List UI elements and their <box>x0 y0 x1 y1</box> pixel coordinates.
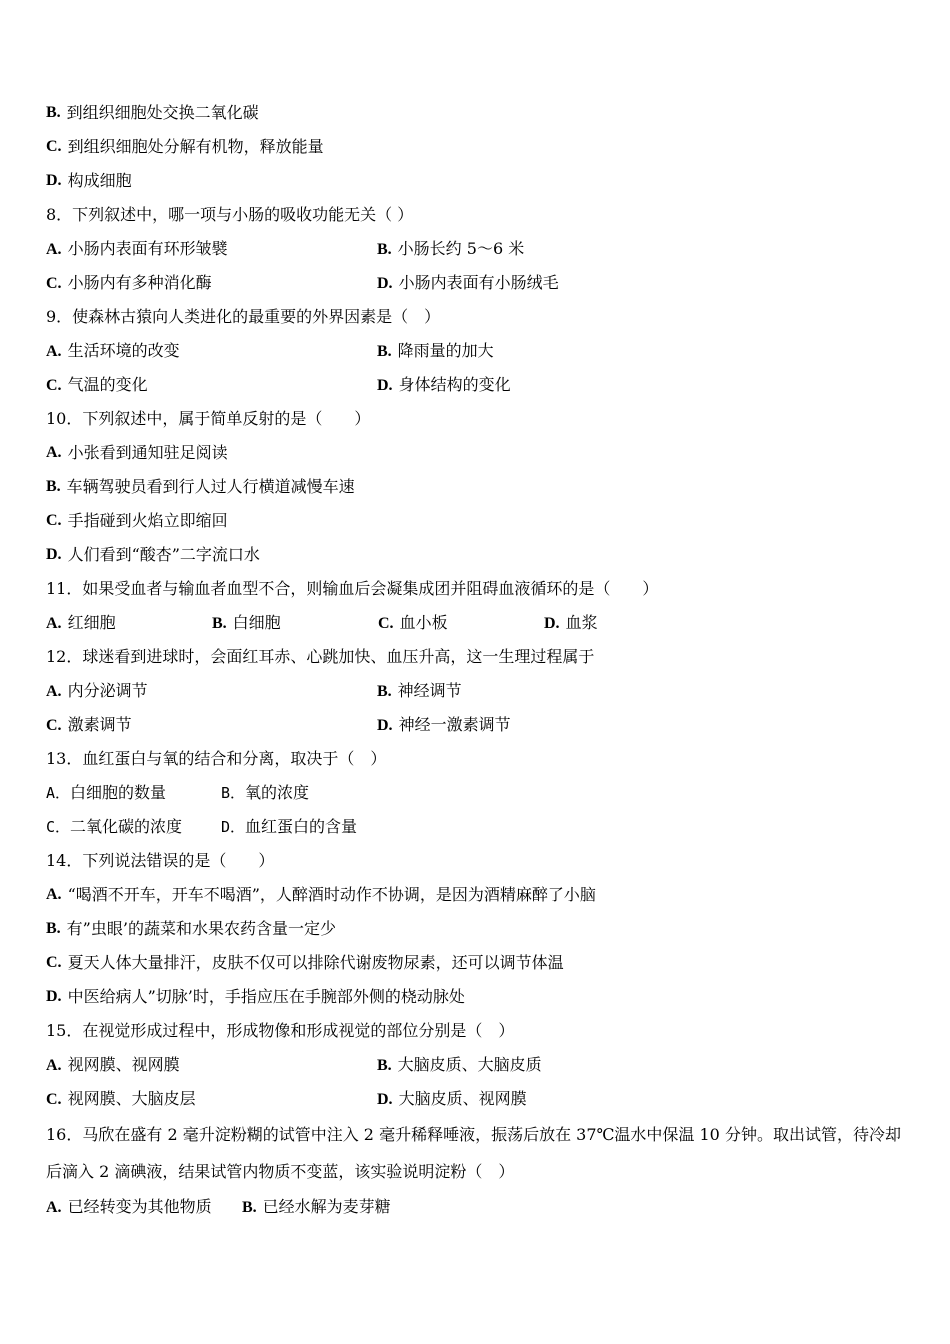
answer-option <box>46 912 916 946</box>
option-letter: D. <box>377 377 393 394</box>
option-letter: A. <box>46 886 62 903</box>
option-text: 降雨量的加大 <box>397 341 494 360</box>
option-letter: A. <box>46 444 62 461</box>
answer-option <box>46 470 916 504</box>
answer-option <box>46 504 916 538</box>
option-text: 构成细胞 <box>67 171 132 190</box>
option-letter: B. <box>46 104 61 121</box>
answer-option <box>377 368 708 402</box>
option-text: 已经水解为麦芽糖 <box>262 1197 391 1216</box>
answer-option <box>377 708 708 742</box>
option-row <box>46 776 916 810</box>
answer-option <box>46 946 916 980</box>
option-letter: B. <box>242 1199 257 1216</box>
option-letter: B. <box>377 343 392 360</box>
answer-option <box>46 776 221 810</box>
answer-option <box>377 266 708 300</box>
answer-option <box>46 334 377 368</box>
option-row <box>46 1082 916 1116</box>
option-letter: B. <box>212 615 227 632</box>
option-letter: C. <box>46 275 62 292</box>
option-row <box>46 266 916 300</box>
option-letter: A． <box>46 784 71 802</box>
question-text: 16．马欣在盛有 2 毫升淀粉糊的试管中注入 2 毫升稀释唾液，振荡后放在 37℃温水中保温 10 分钟。取出试管，待冷却 <box>46 1125 901 1144</box>
option-text: 内分泌调节 <box>67 681 148 700</box>
option-text: 到组织细胞处分解有机物，释放能量 <box>67 137 324 156</box>
question-text: 后滴入 2 滴碘液，结果试管内物质不变蓝，该实验说明淀粉（ ） <box>46 1162 515 1181</box>
answer-option <box>46 980 916 1014</box>
option-letter: A. <box>46 615 62 632</box>
answer-option <box>377 1082 708 1116</box>
option-letter: C. <box>378 615 394 632</box>
answer-option <box>378 606 544 640</box>
option-letter: C. <box>46 717 62 734</box>
option-text: 有”虫眼’的蔬菜和水果农药含量一定少 <box>66 919 336 938</box>
answer-option <box>377 1048 708 1082</box>
option-letter: D. <box>544 615 560 632</box>
option-text: 白细胞 <box>232 613 281 632</box>
option-letter: B． <box>221 784 246 802</box>
option-letter: B. <box>46 920 61 937</box>
option-letter: C. <box>46 1091 62 1108</box>
option-letter: B. <box>377 1057 392 1074</box>
option-letter: C． <box>46 818 71 836</box>
question-text: 14．下列说法错误的是（ ） <box>46 851 275 870</box>
answer-option <box>46 1048 377 1082</box>
answer-option <box>212 606 378 640</box>
option-letter: B. <box>46 478 61 495</box>
option-text: 小肠内表面有小肠绒毛 <box>398 273 559 292</box>
option-text: 到组织细胞处交换二氧化碳 <box>66 103 259 122</box>
answer-option <box>46 96 916 130</box>
answer-option <box>46 708 377 742</box>
option-text: 夏天人体大量排汗，皮肤不仅可以排除代谢废物尿素，还可以调节体温 <box>67 953 564 972</box>
option-text: 小肠长约 5～6 米 <box>397 239 525 258</box>
option-letter: D. <box>377 275 393 292</box>
option-text: 视网膜、大脑皮层 <box>67 1089 196 1108</box>
answer-option <box>46 606 212 640</box>
option-text: 氧的浓度 <box>245 783 310 802</box>
option-text: 大脑皮质、大脑皮质 <box>397 1055 542 1074</box>
option-letter: B. <box>377 241 392 258</box>
question-text: 13．血红蛋白与氧的结合和分离，取决于（ ） <box>46 749 387 768</box>
option-text: 血红蛋白的含量 <box>245 817 358 836</box>
option-row <box>46 1048 916 1082</box>
answer-option <box>46 368 377 402</box>
option-text: 血小板 <box>399 613 448 632</box>
option-text: 生活环境的改变 <box>67 341 180 360</box>
option-letter: D. <box>46 988 62 1005</box>
option-text: 激素调节 <box>67 715 132 734</box>
option-text: 大脑皮质、视网膜 <box>398 1089 527 1108</box>
answer-option <box>46 436 916 470</box>
answer-option <box>377 334 708 368</box>
question-text: 12．球迷看到进球时，会面红耳赤、心跳加快、血压升高，这一生理过程属于 <box>46 647 595 666</box>
answer-option <box>46 1082 377 1116</box>
option-text: 手指碰到火焰立即缩回 <box>67 511 228 530</box>
option-letter: C. <box>46 377 62 394</box>
option-letter: D． <box>221 818 246 836</box>
option-row <box>46 232 916 266</box>
answer-option <box>377 232 708 266</box>
option-text: 二氧化碳的浓度 <box>70 817 183 836</box>
question-text: 15．在视觉形成过程中，形成物像和形成视觉的部位分别是（ ） <box>46 1021 515 1040</box>
answer-option <box>46 164 916 198</box>
option-text: 气温的变化 <box>67 375 148 394</box>
option-letter: C. <box>46 512 62 529</box>
answer-option <box>46 674 377 708</box>
answer-option <box>46 266 377 300</box>
option-letter: A. <box>46 241 62 258</box>
option-letter: A. <box>46 343 62 360</box>
option-letter: C. <box>46 138 62 155</box>
option-text: 神经一激素调节 <box>398 715 511 734</box>
option-text: 神经调节 <box>397 681 462 700</box>
option-letter: A. <box>46 1199 62 1216</box>
option-letter: D. <box>377 1091 393 1108</box>
option-row <box>46 1190 916 1224</box>
question-text: 11．如果受血者与输血者血型不合，则输血后会凝集成团并阻碍血液循环的是（ ） <box>46 579 659 598</box>
option-letter: B. <box>377 683 392 700</box>
option-row <box>46 334 916 368</box>
answer-option <box>46 810 221 844</box>
option-text: 车辆驾驶员看到行人过人行横道减慢车速 <box>66 477 355 496</box>
option-text: 小肠内表面有环形皱襞 <box>67 239 228 258</box>
question-text: 9．使森林古猿向人类进化的最重要的外界因素是（ ） <box>46 307 441 326</box>
answer-option <box>46 878 916 912</box>
option-letter: D. <box>46 172 62 189</box>
answer-option <box>46 130 916 164</box>
option-text: 视网膜、视网膜 <box>67 1055 180 1074</box>
question-text: 8．下列叙述中，哪一项与小肠的吸收功能无关（ ） <box>46 205 414 224</box>
answer-option <box>46 232 377 266</box>
option-text: 身体结构的变化 <box>398 375 511 394</box>
answer-option <box>221 810 396 844</box>
option-row <box>46 708 916 742</box>
exam-document <box>46 96 916 1224</box>
answer-option <box>221 776 396 810</box>
option-letter: A. <box>46 683 62 700</box>
answer-option <box>46 538 916 572</box>
option-text: 小张看到通知驻足阅读 <box>67 443 228 462</box>
option-row <box>46 810 916 844</box>
option-letter: A. <box>46 1057 62 1074</box>
option-row <box>46 674 916 708</box>
option-row <box>46 606 916 640</box>
option-text: 已经转变为其他物质 <box>67 1197 212 1216</box>
option-row <box>46 368 916 402</box>
answer-option <box>46 1190 242 1224</box>
option-text: 白细胞的数量 <box>70 783 167 802</box>
option-text: “喝酒不开车，开车不喝酒”，人醉酒时动作不协调，是因为酒精麻醉了小脑 <box>67 885 596 904</box>
option-text: 中医给病人”切脉’时，手指应压在手腕部外侧的桡动脉处 <box>67 987 465 1006</box>
option-letter: D. <box>377 717 393 734</box>
option-text: 小肠内有多种消化酶 <box>67 273 212 292</box>
answer-option <box>377 674 708 708</box>
option-text: 人们看到“酸杏”二字流口水 <box>67 545 260 564</box>
option-letter: D. <box>46 546 62 563</box>
option-text: 血浆 <box>565 613 598 632</box>
answer-option <box>242 1190 438 1224</box>
option-text: 红细胞 <box>67 613 116 632</box>
option-letter: C. <box>46 954 62 971</box>
answer-option <box>544 606 710 640</box>
question-text: 10．下列叙述中，属于简单反射的是（ ） <box>46 409 371 428</box>
